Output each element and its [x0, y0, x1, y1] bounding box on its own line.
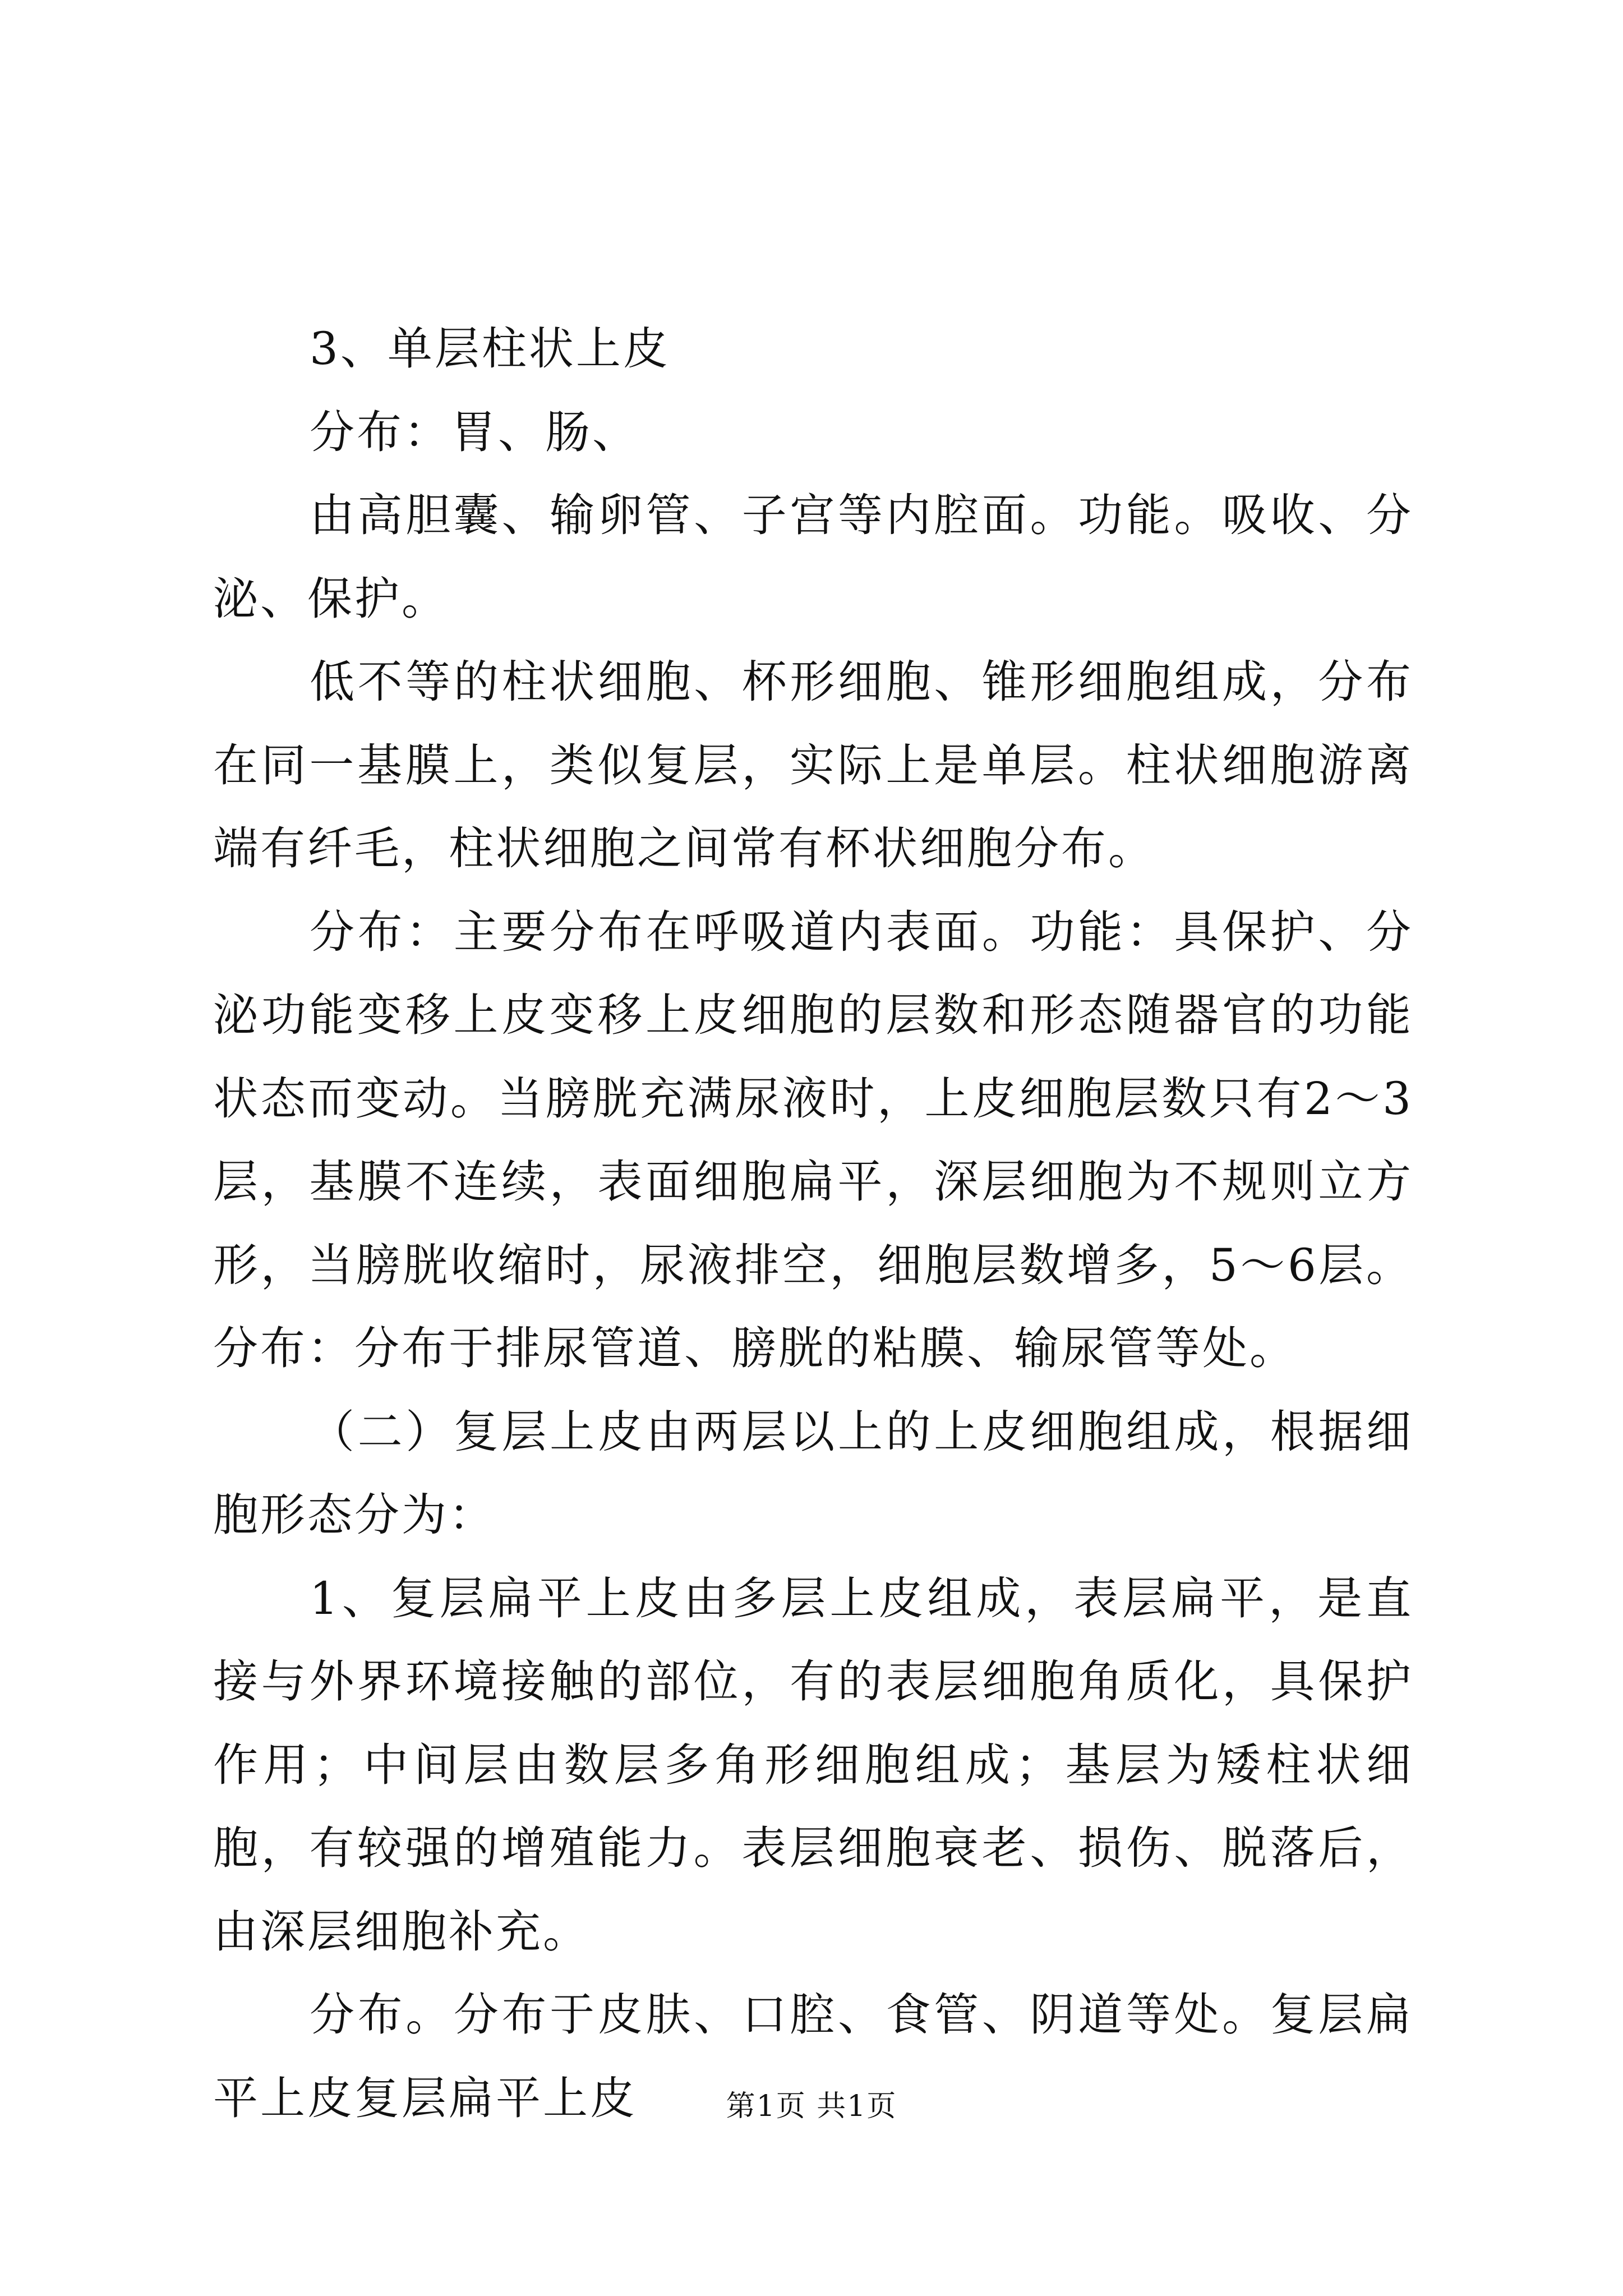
paragraph-2: 分布：胃、肠、 — [310, 406, 639, 458]
page-footer: 第1页 共1页 — [726, 2090, 897, 2123]
paragraph-1: 3、单层柱状上皮 — [310, 323, 670, 375]
paragraph-4: 低不等的柱状细胞、杯形细胞、锥形细胞组成，分布在同一基膜上，类似复层，实际上是单层。柱状细胞游离端有纤毛，柱状细胞之间常有杯状细胞分布。 — [213, 656, 1413, 875]
body-text — [213, 307, 1413, 2140]
paragraph-6: （二）复层上皮由两层以上的上皮细胞组成，根据细胞形态分为： — [213, 1405, 1413, 1541]
paragraph-3: 由高胆囊、输卵管、子宫等内腔面。功能。吸收、分泌、保护。 — [213, 489, 1413, 625]
paragraph-7: 1、复层扁平上皮由多层上皮组成，表层扁平，是直接与外界环境接触的部位，有的表层细胞角质化，具保护作用；中间层由数层多角形细胞组成；基层为矮柱状细胞，有较强的增殖能力。表层细胞衰老、损伤、脱落后，由深层细胞补充。 — [213, 1572, 1413, 1958]
paragraph-8: 分布。分布于皮肤、口腔、食管、阴道等处。复层扁平上皮复层扁平上皮 — [213, 1989, 1413, 2124]
paragraph-5: 分布：主要分布在呼吸道内表面。功能：具保护、分泌功能变移上皮变移上皮细胞的层数和形态随器官的功能状态而变动。当膀胱充满尿液时，上皮细胞层数只有2～3层，基膜不连续，表面细胞扁平，深层细胞为不规则立方形，当膀胱收缩时，尿液排空，细胞层数增多，5～6层。分布：分布于排尿管道、膀胱的粘膜、输尿管等处。 — [213, 905, 1413, 1374]
